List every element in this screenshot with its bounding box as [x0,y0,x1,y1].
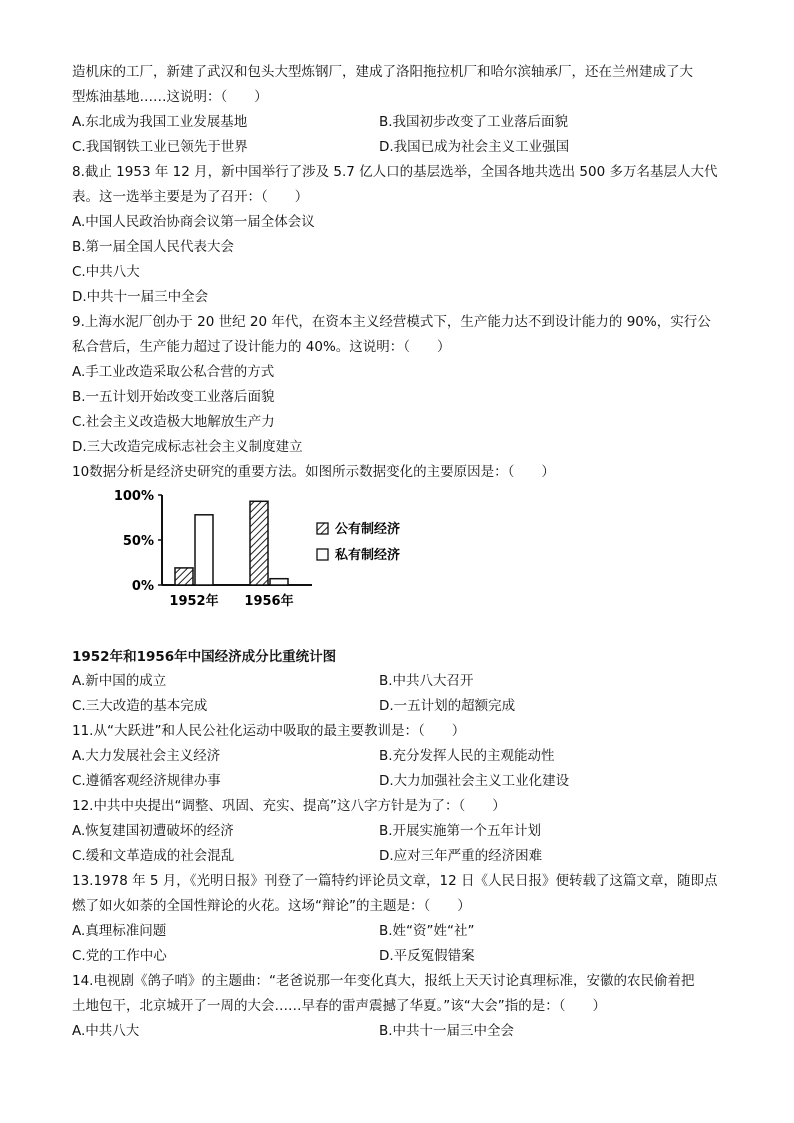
q8-option-b: B.第一届全国人民代表大会 [72,239,235,255]
q8-option-c: C.中共八大 [72,264,140,280]
q7-option-c: C.我国钢铁工业已领先于世界 [72,139,248,155]
legend-label: 私有制经济 [335,548,401,563]
bar [250,501,268,585]
q14-option-b: B.中共十一届三中全会 [379,1023,515,1039]
q12-stem: 12.中共中央提出“调整、巩固、充实、提高”这八字方针是为了：（ ） [72,798,506,814]
q7-options-row-1 [72,110,722,135]
y-tick-label: 0% [131,579,154,594]
q7-options-row-2 [72,135,722,160]
q12-options-row-2 [72,844,722,869]
q8-option-a: A.中国人民政治协商会议第一届全体会议 [72,214,315,230]
q10-stem: 10数据分析是经济史研究的重要方法。如图所示数据变化的主要原因是：（ ） [72,464,555,480]
q13-option-a: A.真理标准问题 [72,923,167,939]
x-tick-label: 1956年 [244,594,294,609]
q11-stem: 11.从“大跃进”和人民公社化运动中吸取的最主要教训是：（ ） [72,723,466,739]
q12-option-a: A.恢复建国初遭破坏的经济 [72,823,234,839]
bar [175,568,193,585]
q9-option-c: C.社会主义改造极大地解放生产力 [72,414,275,430]
q14-stem-line-2: 土地包干，北京城开了一周的大会……早春的雷声震撼了华夏。”该“大会”指的是：（ ） [72,998,606,1014]
legend-swatch [317,523,328,534]
q13-option-d: D.平反冤假错案 [379,948,475,964]
q12-option-b: B.开展实施第一个五年计划 [379,823,542,839]
q8-stem-line-1: 8.截止 1953 年 12 月，新中国举行了涉及 5.7 亿人口的基层选举，全国各地共选出 500 多万名基层人大代 [72,164,718,180]
economy-chart [72,485,722,645]
bar [270,579,288,585]
q13-stem-line-2: 燃了如火如荼的全国性辩论的火花。这场“辩论”的主题是：（ ） [72,898,471,914]
exam-page [72,60,722,1044]
q11-option-c: C.遵循客观经济规律办事 [72,773,221,789]
legend-label: 公有制经济 [335,522,401,537]
q13-stem-line-1: 13.1978 年 5 月，《光明日报》刊登了一篇特约评论员文章，12 日《人民日报》便转载了这篇文章，随即点 [72,873,718,889]
q14-option-a: A.中共八大 [72,1023,140,1039]
q13-options-row-2 [72,944,722,969]
q9-stem-line-2: 私合营后，生产能力超过了设计能力的 40%。这说明：（ ） [72,339,451,355]
q9-option-d: D.三大改造完成标志社会主义制度建立 [72,439,303,455]
q11-options-row-2 [72,769,722,794]
y-tick-label: 50% [122,534,154,549]
y-tick-label: 100% [113,489,154,504]
q9-option-b: B.一五计划开始改变工业落后面貌 [72,389,275,405]
q10-options-row-2 [72,694,722,719]
q9-option-a: A.手工业改造采取公私合营的方式 [72,364,275,380]
q11-option-b: B.充分发挥人民的主观能动性 [379,748,555,764]
legend-swatch [317,549,328,560]
q11-option-a: A.大力发展社会主义经济 [72,748,221,764]
q7-option-b: B.我国初步改变了工业落后面貌 [379,114,569,130]
q10-option-a: A.新中国的成立 [72,673,167,689]
q10-option-d: D.一五计划的超额完成 [379,698,516,714]
q8-option-d: D.中共十一届三中全会 [72,289,209,305]
q12-option-c: C.缓和文革造成的社会混乱 [72,848,235,864]
bar [195,515,213,585]
q13-options-row-1 [72,919,722,944]
x-tick-label: 1952年 [169,594,219,609]
q10-options-row-1 [72,669,722,694]
economy-chart-svg [72,485,492,645]
q14-options-row-1 [72,1019,722,1044]
q13-option-c: C.党的工作中心 [72,948,167,964]
q11-option-d: D.大力加强社会主义工业化建设 [379,773,570,789]
q8-stem-line-2: 表。这一选举主要是为了召开：（ ） [72,189,309,205]
q7-option-d: D.我国已成为社会主义工业强国 [379,139,570,155]
q10-option-b: B.中共八大召开 [379,673,474,689]
q9-stem-line-1: 9.上海水泥厂创办于 20 世纪 20 年代，在资本主义经营模式下，生产能力达不到设计能力的 90%，实行公 [72,314,711,330]
q7-option-a: A.东北成为我国工业发展基地 [72,114,248,130]
chart-title: 1952年和1956年中国经济成分比重统计图 [72,649,337,665]
q14-stem-line-1: 14.电视剧《鸽子哨》的主题曲：“老爸说那一年变化真大，报纸上天天讨论真理标准，安徽的农民偷着把 [72,973,695,989]
q7-stem-line-1: 造机床的工厂，新建了武汉和包头大型炼钢厂，建成了洛阳拖拉机厂和哈尔滨轴承厂，还在兰州建成了大 [72,64,693,80]
q11-options-row-1 [72,744,722,769]
q12-option-d: D.应对三年严重的经济困难 [379,848,543,864]
q12-options-row-1 [72,819,722,844]
q13-option-b: B.姓“资”姓“社” [379,923,475,939]
q7-stem-line-2: 型炼油基地……这说明：（ ） [72,89,268,105]
q10-option-c: C.三大改造的基本完成 [72,698,208,714]
